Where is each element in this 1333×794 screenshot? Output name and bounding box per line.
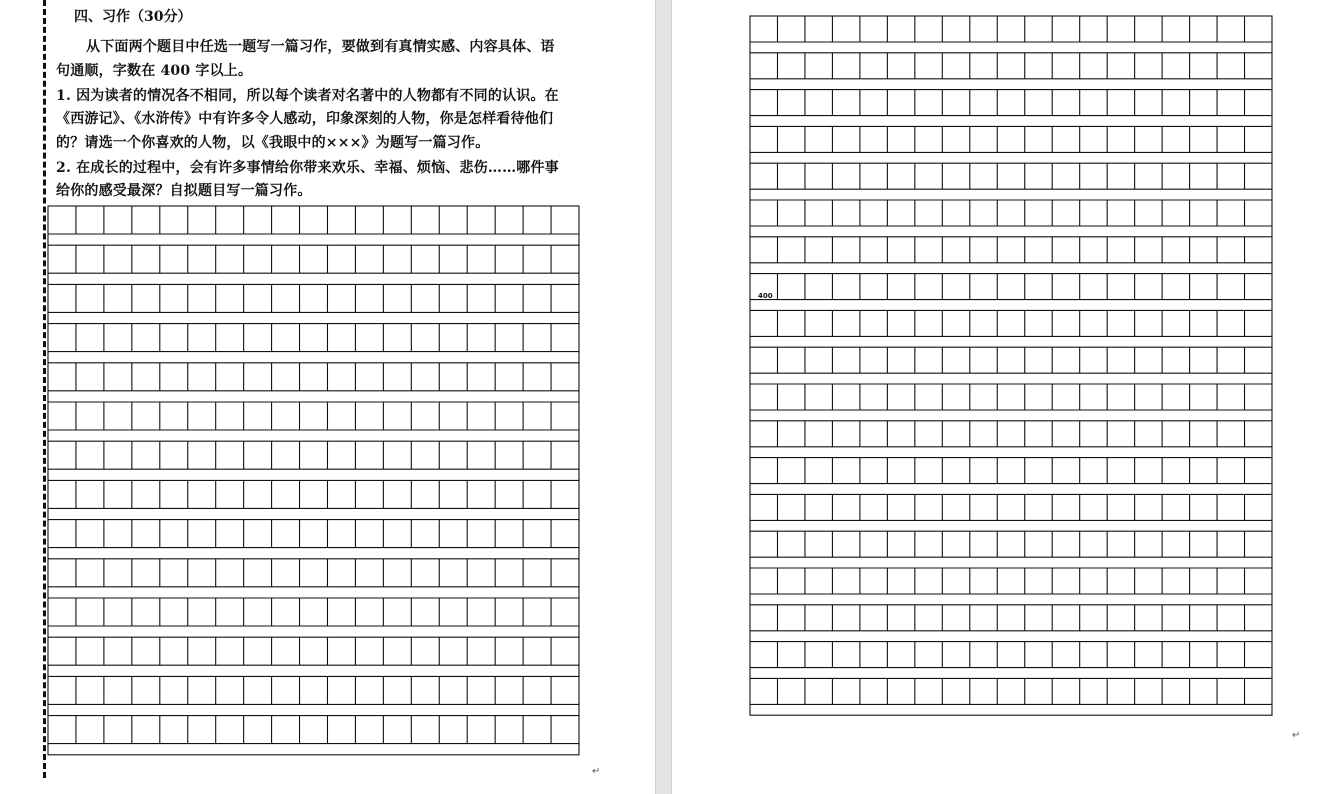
prompt-1-line-2: 《西游记》、《水浒传》中有许多令人感动，印象深刻的人物，你是怎样看待他们: [56, 111, 554, 127]
left-paragraph-mark: ↵: [592, 766, 601, 777]
word-count-marker: 400: [758, 292, 773, 300]
right-page: [672, 0, 1333, 794]
prompt-2-line-1: 2. 在成长的过程中，会有许多事情给你带来欢乐、幸福、烦恼、悲伤……哪件事: [56, 160, 559, 176]
instruction-line-1: 从下面两个题目中任选一题写一篇习作，要做到有真情实感、内容具体、语: [86, 39, 555, 55]
instruction-line-2: 句通顺，字数在 400 字以上。: [56, 63, 253, 79]
prompt-2-line-2: 给你的感受最深？自拟题目写一篇习作。: [56, 183, 312, 199]
prompt-1-line-1: 1. 因为读者的情况各不相同，所以每个读者对名著中的人物都有不同的认识。在: [56, 88, 559, 104]
right-composition-grid: [672, 0, 1333, 794]
grid-frame: [750, 16, 1272, 715]
left-page: [0, 0, 655, 794]
left-composition-grid: [0, 0, 655, 794]
page-gutter: [655, 0, 672, 794]
section-title: 四、习作（30分）: [74, 9, 192, 25]
right-paragraph-mark: ↵: [1292, 730, 1301, 741]
prompt-1-line-3: 的？请选一个你喜欢的人物，以《我眼中的×××》为题写一篇习作。: [56, 135, 490, 151]
